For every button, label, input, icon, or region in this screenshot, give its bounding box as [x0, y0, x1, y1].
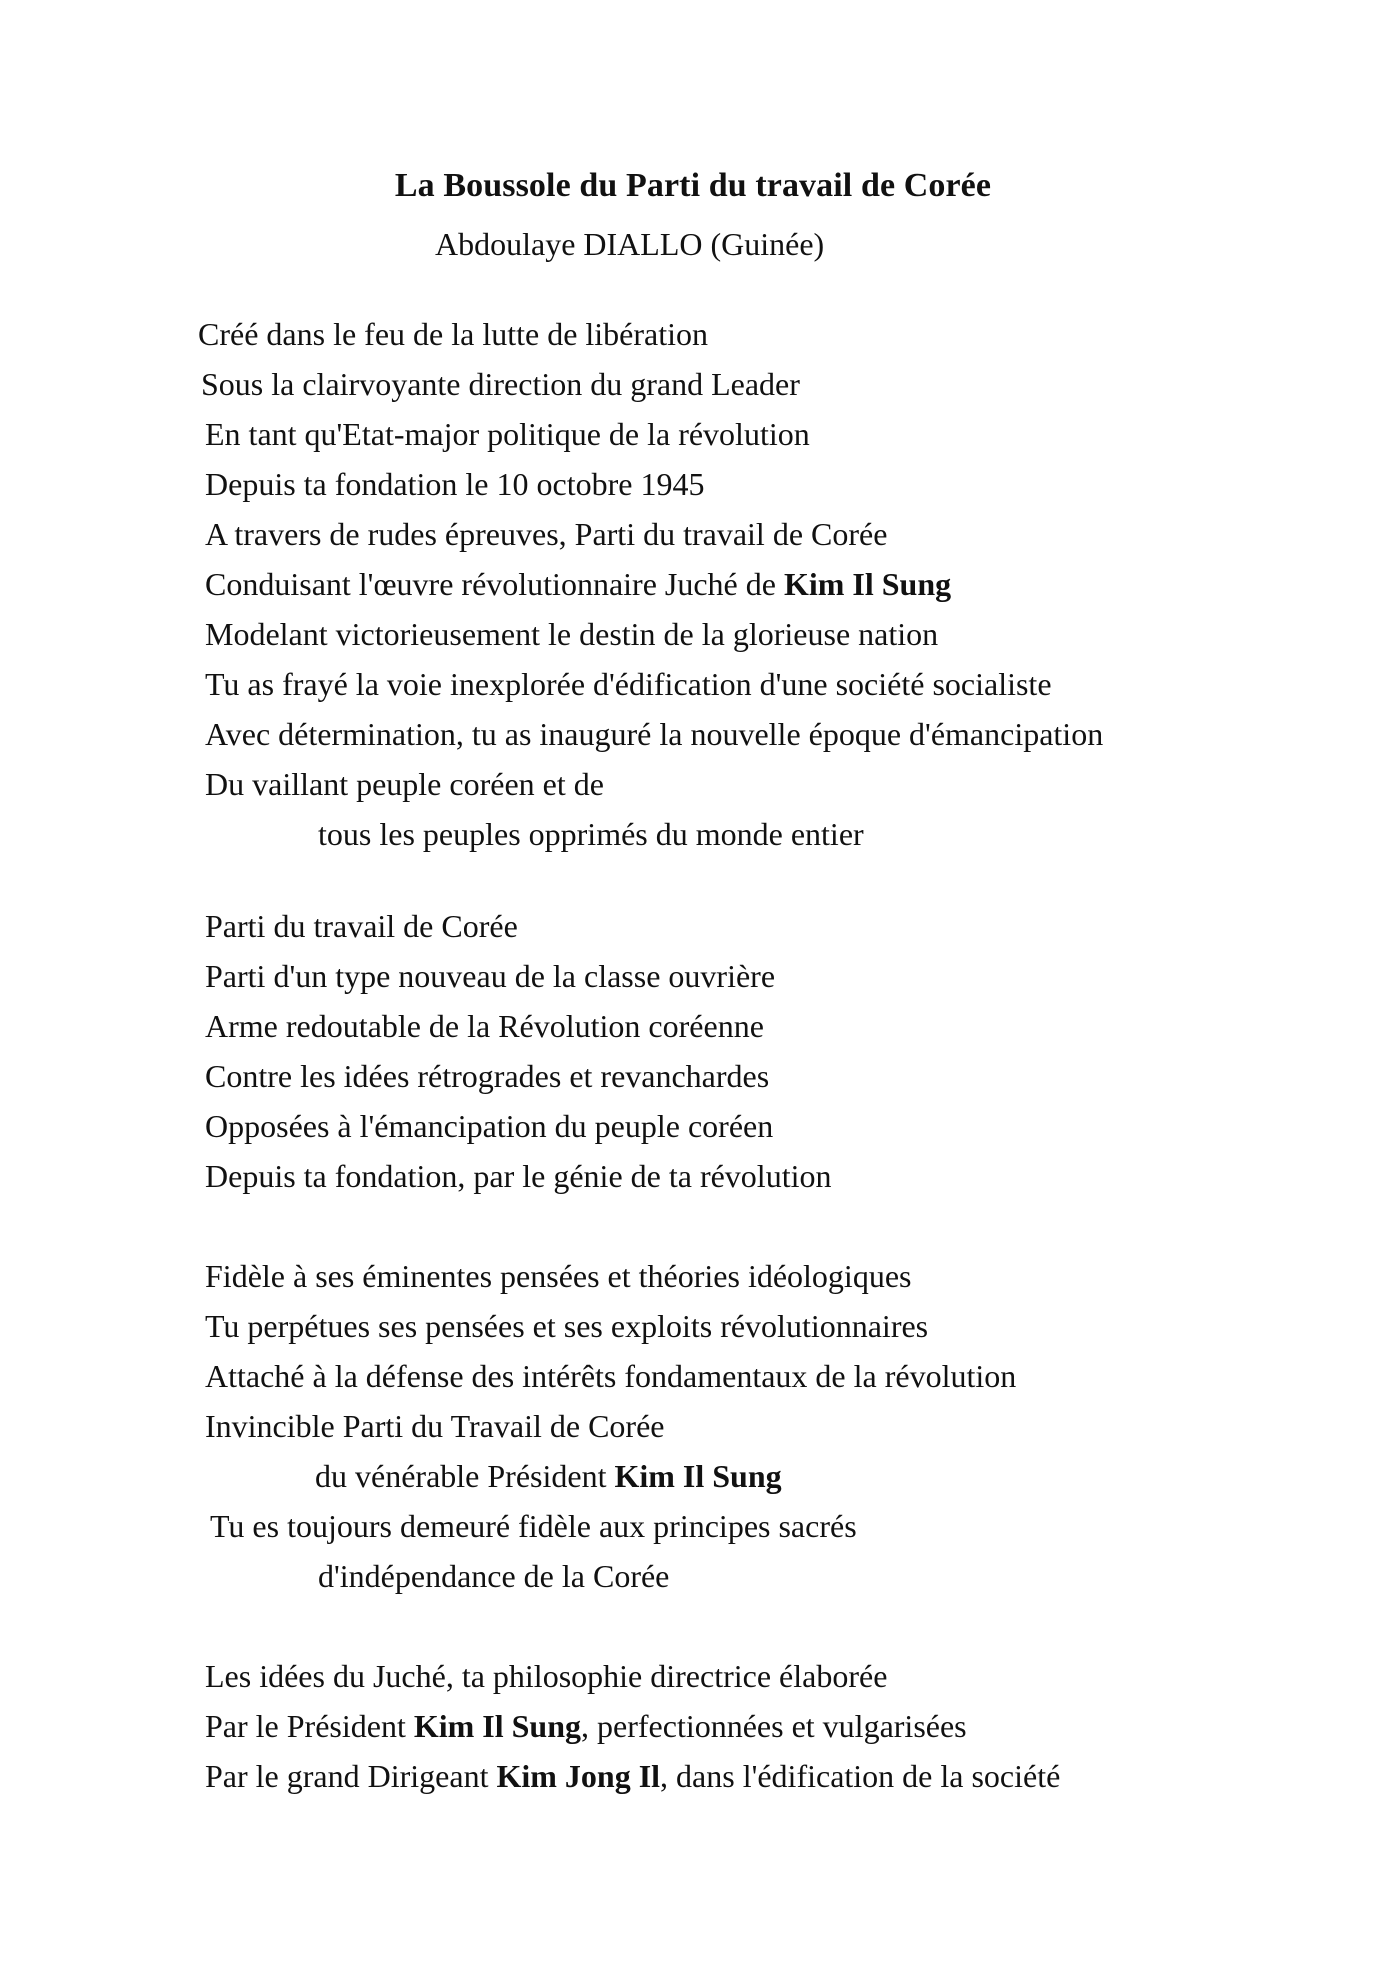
poem-line: Depuis ta fondation le 10 octobre 1945 — [205, 466, 705, 502]
poem-line: Tu es toujours demeuré fidèle aux principes sacrés — [210, 1508, 857, 1544]
poem-line: Conduisant l'œuvre révolutionnaire Juché de Kim Il Sung — [205, 566, 952, 602]
poem-line: Tu as frayé la voie inexplorée d'édification d'une société socialiste — [205, 666, 1052, 702]
highlighted-name: Kim Il Sung — [783, 566, 952, 602]
poem-line: du vénérable Président Kim Il Sung — [315, 1458, 782, 1494]
poem-line: Opposées à l'émancipation du peuple coréen — [205, 1108, 774, 1144]
poem-author: Abdoulaye DIALLO (Guinée) — [435, 226, 825, 262]
highlighted-name: Kim Il Sung — [413, 1708, 582, 1744]
poem-line: Parti du travail de Corée — [205, 908, 518, 944]
poem-line: Attaché à la défense des intérêts fondamentaux de la révolution — [205, 1358, 1017, 1394]
poem-line: Invincible Parti du Travail de Corée — [205, 1408, 665, 1444]
poem-line: Les idées du Juché, ta philosophie directrice élaborée — [205, 1658, 888, 1694]
poem-line: Modelant victorieusement le destin de la glorieuse nation — [205, 616, 939, 652]
poem-line: Parti d'un type nouveau de la classe ouvrière — [205, 958, 776, 994]
poem-line: Par le grand Dirigeant Kim Jong Il, dans l'édification de la société — [205, 1758, 1061, 1794]
highlighted-name: Kim Jong Il — [496, 1758, 661, 1794]
poem-title: La Boussole du Parti du travail de Corée — [394, 167, 992, 204]
poem-line: Avec détermination, tu as inauguré la nouvelle époque d'émancipation — [205, 716, 1104, 752]
poem-line: Depuis ta fondation, par le génie de ta révolution — [205, 1158, 832, 1194]
poem-line: A travers de rudes épreuves, Parti du travail de Corée — [205, 516, 888, 552]
poem-line: Arme redoutable de la Révolution coréenne — [205, 1008, 764, 1044]
poem-line: Créé dans le feu de la lutte de libération — [198, 316, 709, 352]
poem-line: tous les peuples opprimés du monde entier — [318, 816, 864, 852]
poem-line: Fidèle à ses éminentes pensées et théories idéologiques — [205, 1258, 912, 1294]
poem-line: d'indépendance de la Corée — [318, 1558, 670, 1594]
poem-line: Contre les idées rétrogrades et revanchardes — [205, 1058, 770, 1094]
poem-line: Par le Président Kim Il Sung, perfectionnées et vulgarisées — [205, 1708, 967, 1744]
poem-line: Tu perpétues ses pensées et ses exploits révolutionnaires — [205, 1308, 929, 1344]
poem-line: Sous la clairvoyante direction du grand Leader — [201, 366, 800, 402]
poem-line: En tant qu'Etat-major politique de la révolution — [205, 416, 810, 452]
highlighted-name: Kim Il Sung — [614, 1458, 782, 1494]
poem-line: Du vaillant peuple coréen et de — [205, 766, 604, 802]
